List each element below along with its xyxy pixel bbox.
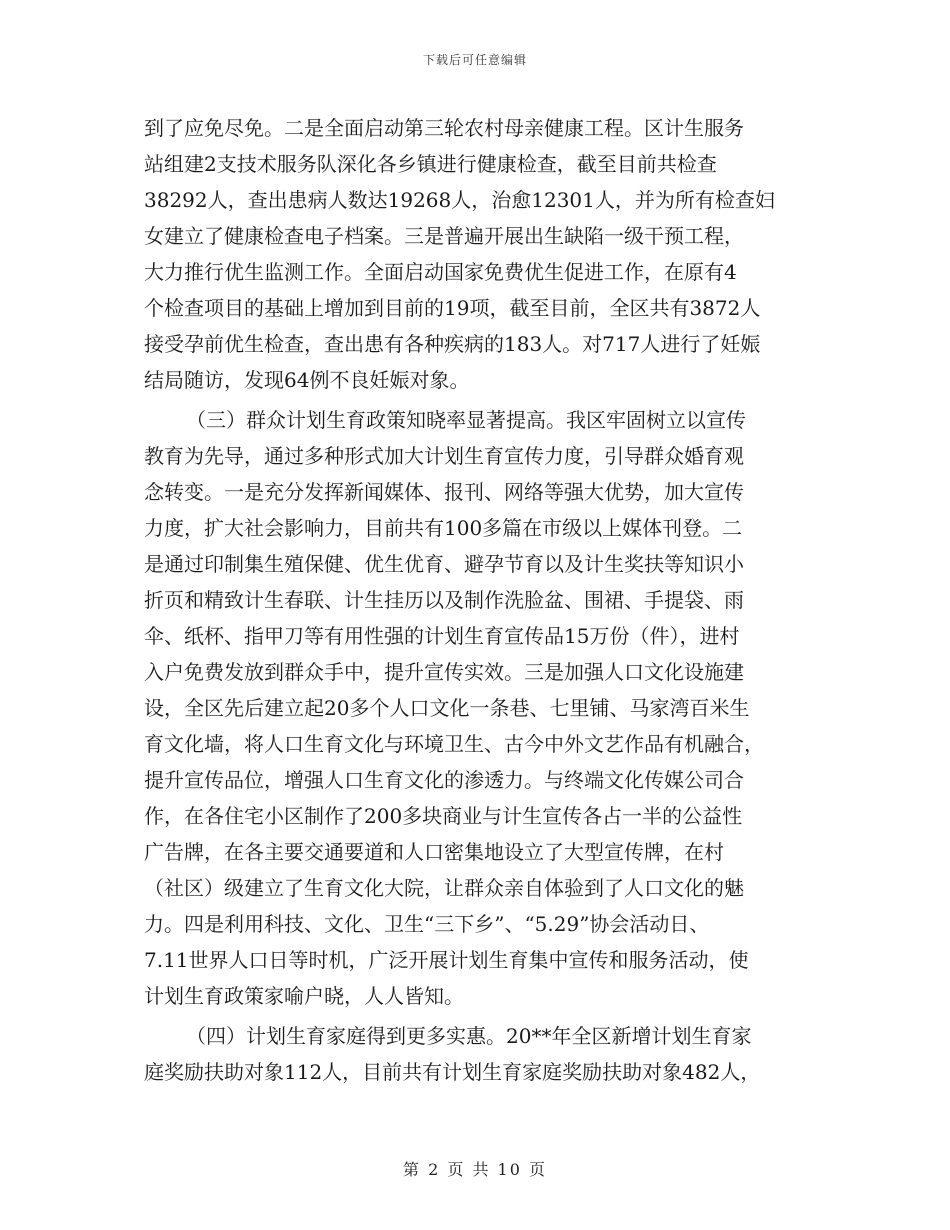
text-line: 入户免费发放到群众手中，提升宣传实效。三是加强人口文化设施建 bbox=[144, 660, 744, 684]
text-line: （社区）级建立了生育文化大院，让群众亲自体验到了人口文化的魅 bbox=[144, 876, 744, 900]
page-number: 第 2 页 共 10 页 bbox=[403, 1160, 547, 1179]
paragraph bbox=[144, 110, 814, 398]
text-line: 广告牌，在各主要交通要道和人口密集地设立了大型宣传牌，在村 bbox=[144, 840, 724, 864]
text-line: 念转变。一是充分发挥新闻媒体、报刊、网络等强大优势，加大宣传 bbox=[144, 480, 744, 504]
text-line: 个检查项目的基础上增加到目前的19项，截至目前，全区共有3872人 bbox=[144, 296, 761, 320]
text-line: 育文化墙，将人口生育文化与环境卫生、古今中外文艺作品有机融合， bbox=[144, 732, 764, 756]
text-line: 折页和精致计生春联、计生挂历以及制作洗脸盆、围裙、手提袋、雨 bbox=[144, 588, 744, 612]
text-line: 到了应免尽免。二是全面启动第三轮农村母亲健康工程。区计生服务 bbox=[144, 116, 744, 140]
text-line: 女建立了健康检查电子档案。三是普遍开展出生缺陷一级干预工程， bbox=[144, 224, 744, 248]
text-line: 教育为先导，通过多种形式加大计划生育宣传力度，引导群众婚育观 bbox=[144, 444, 744, 468]
paragraph bbox=[144, 402, 814, 1014]
text-line: （三）群众计划生育政策知晓率显著提高。我区牢固树立以宣传 bbox=[186, 408, 746, 432]
text-line: 结局随访，发现64例不良妊娠对象。 bbox=[144, 368, 470, 392]
paragraph bbox=[144, 1018, 814, 1090]
text-line: 力。四是利用科技、文化、卫生“三下乡”、“5.29”协会活动日、 bbox=[144, 912, 710, 936]
text-line: 大力推行优生监测工作。全面启动国家免费优生促进工作，在原有4 bbox=[144, 260, 737, 284]
text-line: 站组建2支技术服务队深化各乡镇进行健康检查，截至目前共检查 bbox=[144, 152, 717, 176]
text-line: 计划生育政策家喻户晓，人人皆知。 bbox=[144, 984, 464, 1008]
document-body bbox=[144, 110, 814, 1090]
text-line: 庭奖励扶助对象112人，目前共有计划生育家庭奖励扶助对象482人， bbox=[144, 1060, 761, 1084]
text-line: 设，全区先后建立起20多个人口文化一条巷、七里铺、马家湾百米生 bbox=[144, 696, 750, 720]
text-line: 伞、纸杯、指甲刀等有用性强的计划生育宣传品15万份（件），进村 bbox=[144, 624, 740, 648]
text-line: 是通过印制集生殖保健、优生优育、避孕节育以及计生奖扶等知识小 bbox=[144, 552, 744, 576]
text-line: 7.11世界人口日等时机，广泛开展计划生育集中宣传和服务活动，使 bbox=[144, 948, 749, 972]
text-line: 提升宣传品位，增强人口生育文化的渗透力。与终端文化传媒公司合 bbox=[144, 768, 744, 792]
text-line: 作，在各住宅小区制作了200多块商业与计生宣传各占一半的公益性 bbox=[144, 804, 743, 828]
text-line: （四）计划生育家庭得到更多实惠。20**年全区新增计划生育家 bbox=[186, 1024, 752, 1048]
text-line: 接受孕前优生检查，查出患有各种疾病的183人。对717人进行了妊娠 bbox=[144, 332, 761, 356]
text-line: 38292人，查出患病人数达19268人，治愈12301人，并为所有检查妇 bbox=[144, 188, 775, 212]
text-line: 力度，扩大社会影响力，目前共有100多篇在市级以上媒体刊登。二 bbox=[144, 516, 743, 540]
page-header: 下载后可任意编辑 bbox=[422, 53, 527, 67]
